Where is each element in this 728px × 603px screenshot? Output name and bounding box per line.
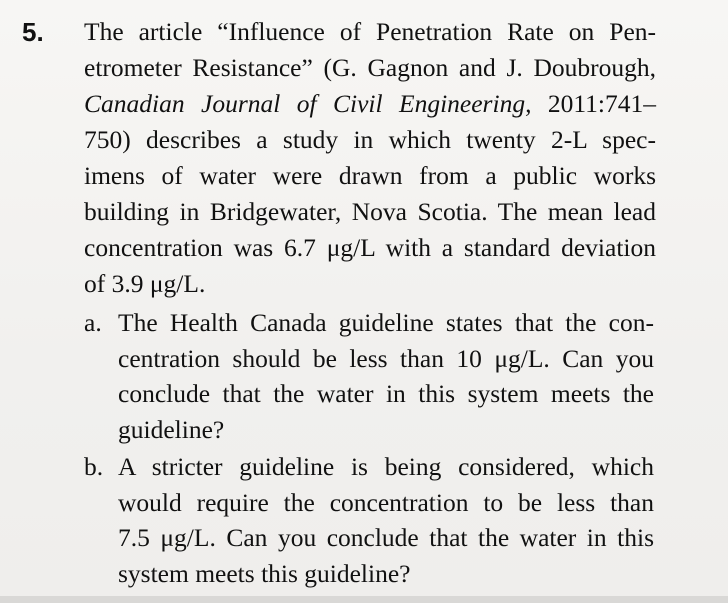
part-b-line-2: would require the concentration to be less than [118,487,654,517]
problem-line-6: building in Bridgewater, Nova Scotia. The mean lead [84,197,656,226]
problem-statement [84,14,656,302]
part-b-line-4: system meets this guideline? [118,558,411,588]
part-a-line-4: guideline? [118,414,225,444]
part-b-line-3: 7.5 μg/L. Can you conclude that the water in this [118,523,654,552]
page-edge [0,596,728,603]
problem-line-4: 750) describes a study in which twenty 2-L spec- [84,125,656,154]
part-a-line-3: conclude that the water in this system meets the [118,379,654,408]
journal-citation: 2011:741– [531,89,657,118]
problem-number: 5. [22,17,44,47]
part-b-line-1: A stricter guideline is being considered, which [118,452,654,481]
journal-title: Canadian Journal of Civil Engineering, [84,89,532,118]
part-a-line-2: centration should be less than 10 μg/L. Can you [118,343,654,373]
part-b-text [118,449,654,591]
part-a-letter: a. [84,308,102,337]
part-a-line-1: The Health Canada guideline states that the con- [118,308,654,337]
problem-line-8: of 3.9 μg/L. [84,269,206,298]
problem-line-5: imens of water were drawn from a public works [84,161,656,190]
problem-line-2: etrometer Resistance” (G. Gagnon and J. Doubrough, [84,53,656,82]
part-a-text [118,305,654,447]
problem-line-1: The article “Influence of Penetration Rate on Pen- [84,17,656,46]
part-b-letter: b. [84,452,104,481]
problem-line-3 [84,86,656,122]
problem-line-7: concentration was 6.7 μg/L with a standard deviation [84,233,656,262]
